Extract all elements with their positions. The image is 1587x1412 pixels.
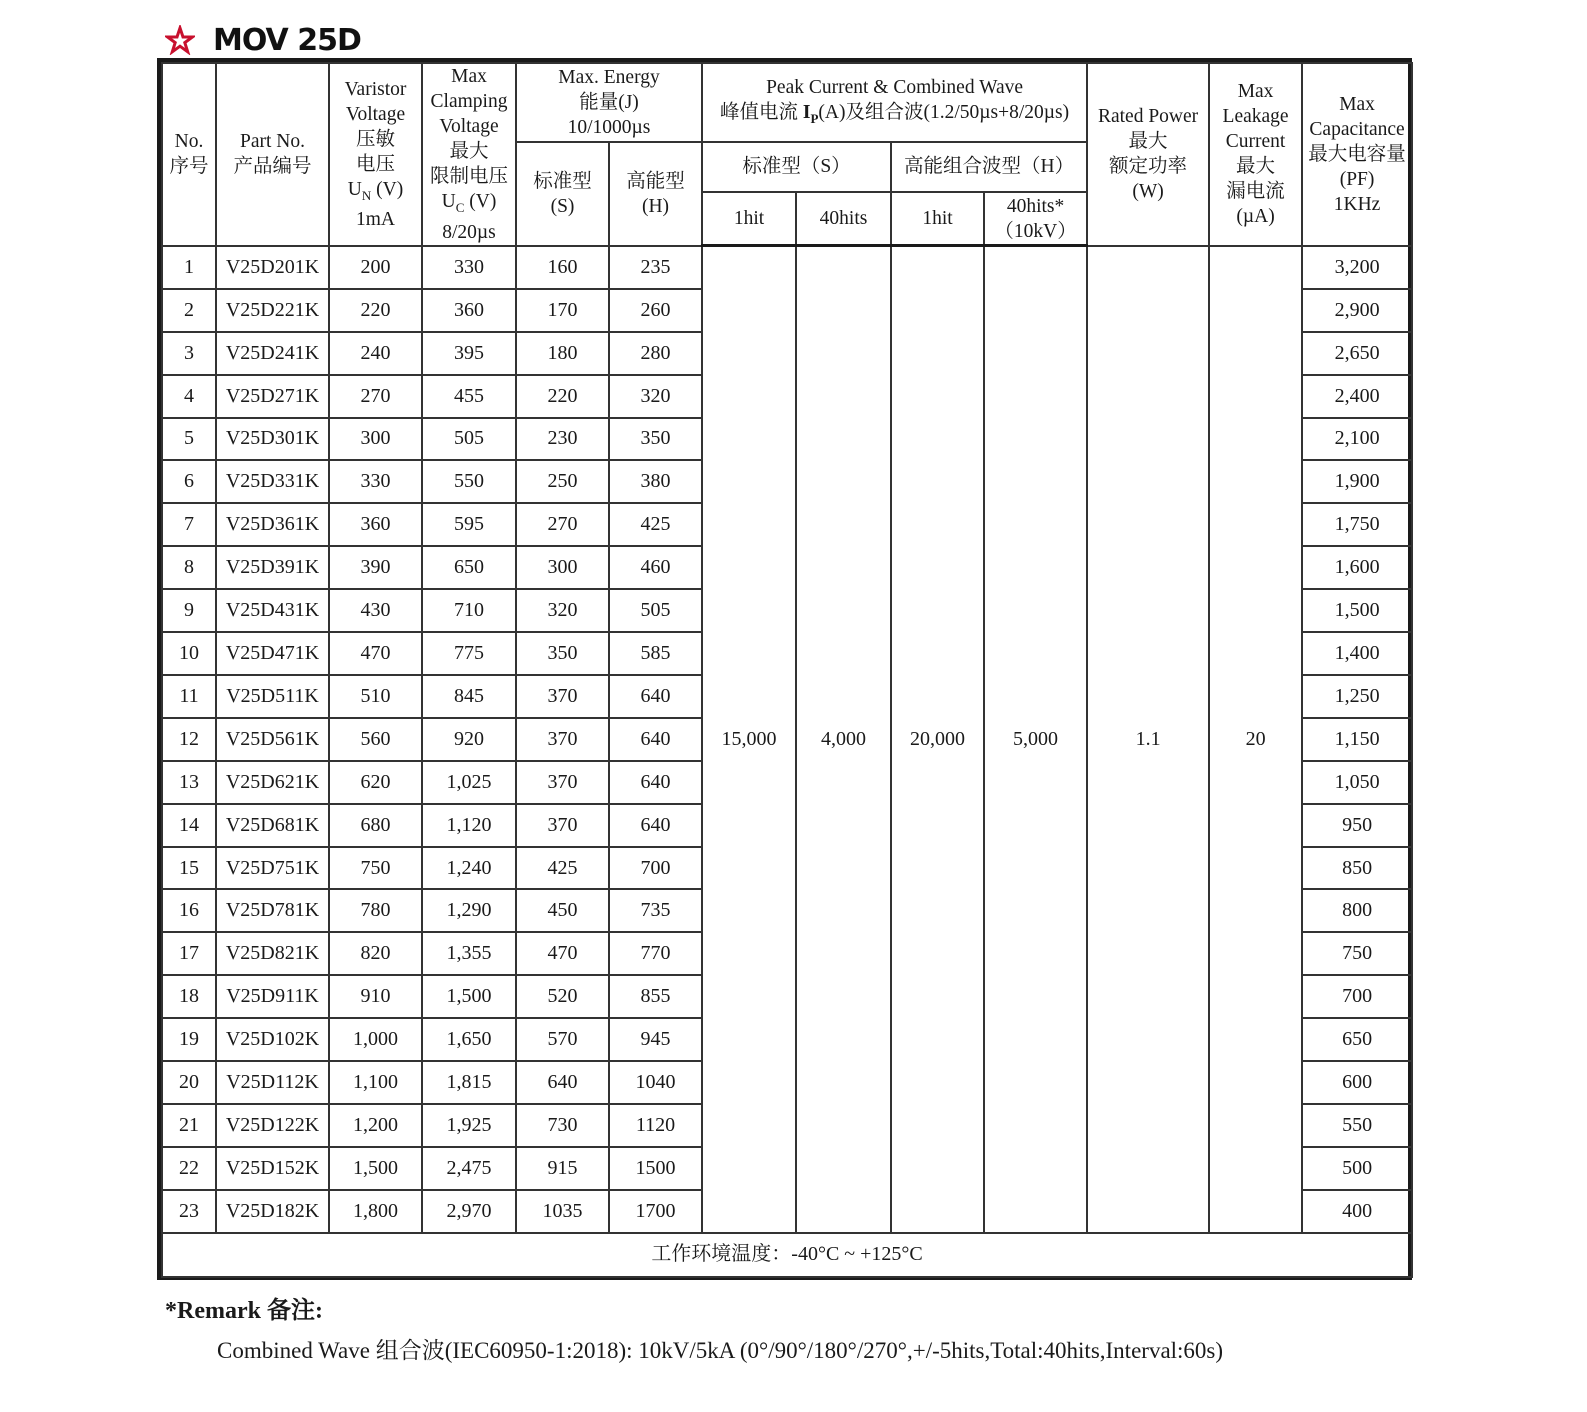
clamping-voltage-cell: 360 bbox=[422, 289, 516, 332]
row-no-cell: 7 bbox=[162, 503, 216, 546]
energy-high-cell: 320 bbox=[609, 375, 702, 418]
capacitance-cell: 1,600 bbox=[1302, 546, 1412, 589]
header-no: No. 序号 bbox=[162, 63, 216, 246]
part-no-cell: V25D271K bbox=[216, 375, 329, 418]
part-no-cell: V25D102K bbox=[216, 1018, 329, 1061]
row-no-cell: 14 bbox=[162, 804, 216, 847]
capacitance-cell: 1,500 bbox=[1302, 589, 1412, 632]
varistor-voltage-cell: 820 bbox=[329, 932, 422, 975]
clamping-voltage-cell: 1,815 bbox=[422, 1061, 516, 1104]
varistor-voltage-cell: 680 bbox=[329, 804, 422, 847]
remark-title: *Remark 备注: bbox=[165, 1298, 323, 1324]
energy-standard-cell: 370 bbox=[516, 761, 609, 804]
clamping-voltage-cell: 2,970 bbox=[422, 1190, 516, 1233]
row-no-cell: 23 bbox=[162, 1190, 216, 1233]
energy-high-cell: 280 bbox=[609, 332, 702, 375]
header-peak-h-40hits: 40hits* （10kV） bbox=[984, 192, 1087, 246]
part-no-cell: V25D201K bbox=[216, 246, 329, 289]
row-no-cell: 16 bbox=[162, 889, 216, 932]
energy-standard-cell: 370 bbox=[516, 718, 609, 761]
varistor-voltage-cell: 360 bbox=[329, 503, 422, 546]
energy-high-cell: 505 bbox=[609, 589, 702, 632]
row-no-cell: 20 bbox=[162, 1061, 216, 1104]
energy-standard-cell: 520 bbox=[516, 975, 609, 1018]
energy-high-cell: 1500 bbox=[609, 1147, 702, 1190]
part-no-cell: V25D511K bbox=[216, 675, 329, 718]
varistor-voltage-cell: 560 bbox=[329, 718, 422, 761]
part-no-cell: V25D301K bbox=[216, 418, 329, 461]
clamping-voltage-cell: 1,120 bbox=[422, 804, 516, 847]
energy-standard-cell: 915 bbox=[516, 1147, 609, 1190]
energy-high-cell: 735 bbox=[609, 889, 702, 932]
clamping-voltage-cell: 1,290 bbox=[422, 889, 516, 932]
energy-standard-cell: 320 bbox=[516, 589, 609, 632]
header-peak-h-1hit: 1hit bbox=[891, 192, 984, 246]
capacitance-cell: 1,250 bbox=[1302, 675, 1412, 718]
peak-h-40hits-cell: 5,000 bbox=[984, 246, 1087, 1233]
capacitance-cell: 600 bbox=[1302, 1061, 1412, 1104]
varistor-voltage-cell: 430 bbox=[329, 589, 422, 632]
capacitance-cell: 650 bbox=[1302, 1018, 1412, 1061]
energy-standard-cell: 230 bbox=[516, 418, 609, 461]
varistor-voltage-cell: 220 bbox=[329, 289, 422, 332]
footer-row bbox=[162, 1233, 1412, 1277]
varistor-voltage-cell: 1,200 bbox=[329, 1104, 422, 1147]
varistor-voltage-cell: 1,000 bbox=[329, 1018, 422, 1061]
energy-standard-cell: 570 bbox=[516, 1018, 609, 1061]
row-no-cell: 11 bbox=[162, 675, 216, 718]
varistor-voltage-cell: 750 bbox=[329, 847, 422, 890]
star-icon bbox=[165, 25, 195, 55]
clamping-voltage-cell: 1,355 bbox=[422, 932, 516, 975]
energy-high-cell: 855 bbox=[609, 975, 702, 1018]
energy-high-cell: 350 bbox=[609, 418, 702, 461]
clamping-voltage-cell: 505 bbox=[422, 418, 516, 461]
energy-standard-cell: 450 bbox=[516, 889, 609, 932]
row-no-cell: 2 bbox=[162, 289, 216, 332]
varistor-voltage-cell: 200 bbox=[329, 246, 422, 289]
spec-table bbox=[161, 62, 1413, 1278]
energy-standard-cell: 470 bbox=[516, 932, 609, 975]
varistor-voltage-cell: 240 bbox=[329, 332, 422, 375]
part-no-cell: V25D911K bbox=[216, 975, 329, 1018]
rated-power-cell: 1.1 bbox=[1087, 246, 1209, 1233]
varistor-voltage-cell: 1,100 bbox=[329, 1061, 422, 1104]
clamping-voltage-cell: 1,500 bbox=[422, 975, 516, 1018]
header-energy-standard: 标准型 (S) bbox=[516, 142, 609, 246]
peak-h-1hit-cell: 20,000 bbox=[891, 246, 984, 1233]
varistor-voltage-cell: 510 bbox=[329, 675, 422, 718]
varistor-voltage-cell: 300 bbox=[329, 418, 422, 461]
header-varistor-voltage: Varistor Voltage 压敏 电压 $U_N$ (V) 1mA bbox=[329, 63, 422, 246]
leakage-cell: 20 bbox=[1209, 246, 1302, 1233]
energy-high-cell: 770 bbox=[609, 932, 702, 975]
part-no-cell: V25D112K bbox=[216, 1061, 329, 1104]
capacitance-cell: 550 bbox=[1302, 1104, 1412, 1147]
peak-s-1hit-cell: 15,000 bbox=[702, 246, 796, 1233]
capacitance-cell: 1,050 bbox=[1302, 761, 1412, 804]
part-no-cell: V25D751K bbox=[216, 847, 329, 890]
header-rated-power: Rated Power 最大 额定功率 (W) bbox=[1087, 63, 1209, 246]
clamping-voltage-cell: 1,650 bbox=[422, 1018, 516, 1061]
clamping-voltage-cell: 920 bbox=[422, 718, 516, 761]
capacitance-cell: 850 bbox=[1302, 847, 1412, 890]
part-no-cell: V25D471K bbox=[216, 632, 329, 675]
clamping-voltage-cell: 845 bbox=[422, 675, 516, 718]
row-no-cell: 17 bbox=[162, 932, 216, 975]
energy-high-cell: 700 bbox=[609, 847, 702, 890]
header-peak-high: 高能组合波型（H） bbox=[891, 142, 1087, 192]
part-no-cell: V25D361K bbox=[216, 503, 329, 546]
energy-standard-cell: 425 bbox=[516, 847, 609, 890]
row-no-cell: 13 bbox=[162, 761, 216, 804]
part-no-cell: V25D182K bbox=[216, 1190, 329, 1233]
row-no-cell: 6 bbox=[162, 460, 216, 503]
part-no-cell: V25D561K bbox=[216, 718, 329, 761]
part-no-cell: V25D241K bbox=[216, 332, 329, 375]
row-no-cell: 21 bbox=[162, 1104, 216, 1147]
capacitance-cell: 1,400 bbox=[1302, 632, 1412, 675]
capacitance-cell: 500 bbox=[1302, 1147, 1412, 1190]
header-part-no: Part No. 产品编号 bbox=[216, 63, 329, 246]
row-no-cell: 9 bbox=[162, 589, 216, 632]
varistor-voltage-cell: 620 bbox=[329, 761, 422, 804]
spec-table-frame bbox=[157, 58, 1412, 1280]
capacitance-cell: 700 bbox=[1302, 975, 1412, 1018]
capacitance-cell: 2,100 bbox=[1302, 418, 1412, 461]
energy-high-cell: 640 bbox=[609, 718, 702, 761]
part-no-cell: V25D821K bbox=[216, 932, 329, 975]
capacitance-cell: 2,650 bbox=[1302, 332, 1412, 375]
header-peak-standard: 标准型（S） bbox=[702, 142, 891, 192]
clamping-voltage-cell: 455 bbox=[422, 375, 516, 418]
energy-standard-cell: 160 bbox=[516, 246, 609, 289]
part-no-cell: V25D681K bbox=[216, 804, 329, 847]
energy-high-cell: 640 bbox=[609, 761, 702, 804]
remark-text: Combined Wave 组合波(IEC60950-1:2018): 10kV/5kA (0°/90°/180°/270°,+/-5hits,Total:40hits,Interval:60s) bbox=[217, 1338, 1224, 1363]
energy-high-cell: 1700 bbox=[609, 1190, 702, 1233]
capacitance-cell: 1,750 bbox=[1302, 503, 1412, 546]
capacitance-cell: 1,150 bbox=[1302, 718, 1412, 761]
clamping-voltage-cell: 710 bbox=[422, 589, 516, 632]
header-max-capacitance: Max Capacitance 最大电容量 (PF) 1KHz bbox=[1302, 63, 1412, 246]
clamping-voltage-cell: 1,240 bbox=[422, 847, 516, 890]
part-no-cell: V25D621K bbox=[216, 761, 329, 804]
varistor-voltage-cell: 270 bbox=[329, 375, 422, 418]
clamping-voltage-cell: 1,025 bbox=[422, 761, 516, 804]
part-no-cell: V25D331K bbox=[216, 460, 329, 503]
part-no-cell: V25D122K bbox=[216, 1104, 329, 1147]
capacitance-cell: 800 bbox=[1302, 889, 1412, 932]
table-header bbox=[162, 63, 1412, 246]
row-no-cell: 12 bbox=[162, 718, 216, 761]
part-no-cell: V25D221K bbox=[216, 289, 329, 332]
energy-standard-cell: 1035 bbox=[516, 1190, 609, 1233]
header-energy-high: 高能型 (H) bbox=[609, 142, 702, 246]
part-no-cell: V25D152K bbox=[216, 1147, 329, 1190]
energy-standard-cell: 170 bbox=[516, 289, 609, 332]
capacitance-cell: 2,900 bbox=[1302, 289, 1412, 332]
capacitance-cell: 2,400 bbox=[1302, 375, 1412, 418]
energy-high-cell: 640 bbox=[609, 804, 702, 847]
energy-high-cell: 585 bbox=[609, 632, 702, 675]
energy-standard-cell: 730 bbox=[516, 1104, 609, 1147]
capacitance-cell: 1,900 bbox=[1302, 460, 1412, 503]
row-no-cell: 8 bbox=[162, 546, 216, 589]
energy-standard-cell: 370 bbox=[516, 804, 609, 847]
clamping-voltage-cell: 2,475 bbox=[422, 1147, 516, 1190]
row-no-cell: 1 bbox=[162, 246, 216, 289]
part-no-cell: V25D431K bbox=[216, 589, 329, 632]
row-no-cell: 3 bbox=[162, 332, 216, 375]
row-no-cell: 5 bbox=[162, 418, 216, 461]
clamping-voltage-cell: 550 bbox=[422, 460, 516, 503]
energy-standard-cell: 220 bbox=[516, 375, 609, 418]
varistor-voltage-cell: 470 bbox=[329, 632, 422, 675]
energy-standard-cell: 350 bbox=[516, 632, 609, 675]
capacitance-cell: 3,200 bbox=[1302, 246, 1412, 289]
header-clamping-voltage: Max Clamping Voltage 最大 限制电压 $U_C$ (V) 8/20µs bbox=[422, 63, 516, 246]
energy-high-cell: 235 bbox=[609, 246, 702, 289]
energy-standard-cell: 270 bbox=[516, 503, 609, 546]
energy-standard-cell: 300 bbox=[516, 546, 609, 589]
header-max-energy: Max. Energy 能量(J) 10/1000µs bbox=[516, 63, 702, 142]
energy-standard-cell: 250 bbox=[516, 460, 609, 503]
varistor-voltage-cell: 1,500 bbox=[329, 1147, 422, 1190]
page-title: MOV 25D bbox=[213, 22, 361, 58]
varistor-voltage-cell: 910 bbox=[329, 975, 422, 1018]
clamping-voltage-cell: 1,925 bbox=[422, 1104, 516, 1147]
table-row bbox=[162, 246, 1412, 289]
row-no-cell: 10 bbox=[162, 632, 216, 675]
energy-standard-cell: 370 bbox=[516, 675, 609, 718]
header-peak-current: Peak Current & Combined Wave 峰值电流 $I_P(A)$及组合波(1.2/50µs+8/20µs) bbox=[702, 63, 1087, 142]
clamping-voltage-cell: 595 bbox=[422, 503, 516, 546]
capacitance-cell: 400 bbox=[1302, 1190, 1412, 1233]
energy-high-cell: 640 bbox=[609, 675, 702, 718]
varistor-voltage-cell: 1,800 bbox=[329, 1190, 422, 1233]
energy-high-cell: 380 bbox=[609, 460, 702, 503]
energy-high-cell: 1040 bbox=[609, 1061, 702, 1104]
energy-high-cell: 260 bbox=[609, 289, 702, 332]
row-no-cell: 19 bbox=[162, 1018, 216, 1061]
varistor-voltage-cell: 390 bbox=[329, 546, 422, 589]
varistor-voltage-cell: 780 bbox=[329, 889, 422, 932]
clamping-voltage-cell: 395 bbox=[422, 332, 516, 375]
title-bar bbox=[165, 18, 361, 62]
header-peak-s-40hits: 40hits bbox=[796, 192, 891, 246]
row-no-cell: 15 bbox=[162, 847, 216, 890]
table-body bbox=[162, 246, 1412, 1277]
capacitance-cell: 750 bbox=[1302, 932, 1412, 975]
part-no-cell: V25D781K bbox=[216, 889, 329, 932]
energy-high-cell: 460 bbox=[609, 546, 702, 589]
part-no-cell: V25D391K bbox=[216, 546, 329, 589]
operating-temperature-note: 工作环境温度：-40°C ~ +125°C bbox=[162, 1233, 1412, 1277]
clamping-voltage-cell: 650 bbox=[422, 546, 516, 589]
energy-standard-cell: 640 bbox=[516, 1061, 609, 1104]
clamping-voltage-cell: 330 bbox=[422, 246, 516, 289]
peak-s-40hits-cell: 4,000 bbox=[796, 246, 891, 1233]
capacitance-cell: 950 bbox=[1302, 804, 1412, 847]
header-peak-s-1hit: 1hit bbox=[702, 192, 796, 246]
row-no-cell: 18 bbox=[162, 975, 216, 1018]
header-leakage-current: Max Leakage Current 最大 漏电流 (µA) bbox=[1209, 63, 1302, 246]
energy-high-cell: 425 bbox=[609, 503, 702, 546]
energy-high-cell: 945 bbox=[609, 1018, 702, 1061]
clamping-voltage-cell: 775 bbox=[422, 632, 516, 675]
energy-high-cell: 1120 bbox=[609, 1104, 702, 1147]
row-no-cell: 22 bbox=[162, 1147, 216, 1190]
energy-standard-cell: 180 bbox=[516, 332, 609, 375]
row-no-cell: 4 bbox=[162, 375, 216, 418]
varistor-voltage-cell: 330 bbox=[329, 460, 422, 503]
